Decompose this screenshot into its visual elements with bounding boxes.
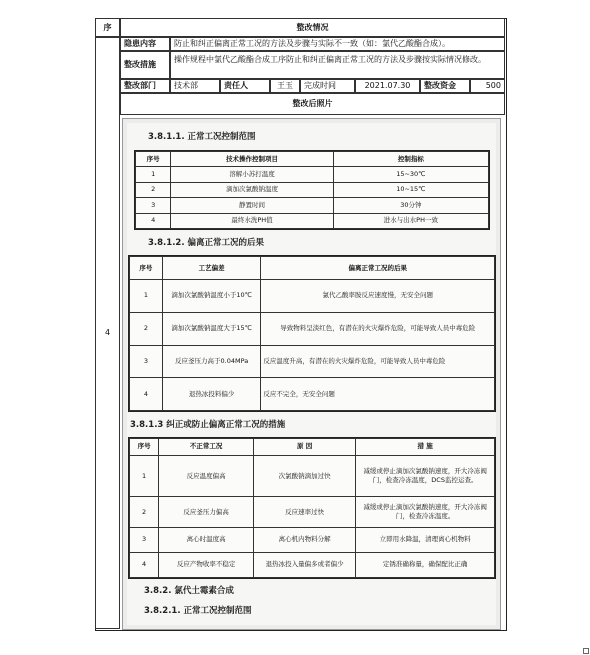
table-cell: 最终水洗PH值 <box>171 213 333 228</box>
table-cell: 10~15℃ <box>333 182 488 197</box>
table-cell: 导致物料呈淡红色，有潜在的火灾爆炸危险，可能导致人员中毒危险 <box>261 312 495 345</box>
table-cell: 反应釜压力高于0.04MPa <box>162 345 261 378</box>
hazard-value: 防止和纠正偏离正常工况的方法及步骤与实际不一致（如：氯代乙酸酯合成）。 <box>170 37 505 51</box>
table-cell: 2 <box>136 182 171 197</box>
table-cell: 反应温度偏高 <box>159 455 254 497</box>
table-row <box>130 455 495 497</box>
col-header: 序号 <box>136 152 171 167</box>
table-cell: 3 <box>130 527 159 552</box>
measures-value: 操作规程中氯代乙酸酯合成工序防止和纠正偏离正常工况的方法及步骤按实际情况修改。 <box>170 51 505 79</box>
table-cell: 反应温度升高，有潜在的火灾爆炸危险，可能导致人员中毒危险 <box>261 345 495 378</box>
table-cell: 离心时温度高 <box>159 527 254 552</box>
table-row <box>130 378 495 411</box>
dept-value: 技术部 <box>170 79 220 93</box>
table-cell: 4 <box>136 213 171 228</box>
table-cell: 1 <box>136 167 171 182</box>
fund-value: 500 <box>470 79 505 93</box>
control-range-table <box>134 150 490 230</box>
col-header: 偏离正常工况的后果 <box>261 257 495 280</box>
section-title-3812: 3.8.1.2. 偏离正常工况的后果 <box>148 238 265 248</box>
table-row <box>130 312 495 345</box>
table-cell: 立即用水降温，清理离心机物料 <box>356 527 495 552</box>
table-cell: 2 <box>130 497 159 528</box>
person-value: 王玉 <box>270 79 300 93</box>
table-cell: 离心机内物料分解 <box>254 527 356 552</box>
table-cell: 次氯酸钠滴加过快 <box>254 455 356 497</box>
col-header: 不正常工况 <box>159 439 254 456</box>
table-cell: 退热冰投料偏少 <box>162 378 261 411</box>
table-cell: 4 <box>130 378 163 411</box>
section-title-3821: 3.8.2.1. 正常工况控制范围 <box>144 606 252 616</box>
table-cell: 4 <box>130 552 159 577</box>
col-header: 控制指标 <box>333 152 488 167</box>
col-header: 序号 <box>130 257 163 280</box>
table-cell: 溶解小苏打温度 <box>171 167 333 182</box>
col-header: 技术操作控制项目 <box>171 152 333 167</box>
table-cell: 进水与出水PH一致 <box>333 213 488 228</box>
table-cell: 30分钟 <box>333 198 488 213</box>
table-cell: 定锈准确称量，确保配比正确 <box>356 552 495 577</box>
table-cell: 静置时间 <box>171 198 333 213</box>
table-cell: 反应不完全，无安全问题 <box>261 378 495 411</box>
table-row <box>130 552 495 577</box>
table-cell: 1 <box>130 280 163 313</box>
table-row <box>136 167 489 182</box>
section-title-382: 3.8.2. 氯代土霉素合成 <box>144 586 234 596</box>
col-header: 工艺偏差 <box>162 257 261 280</box>
table-cell: 氯代乙酸率胺反应速度慢，无安全问题 <box>261 280 495 313</box>
fund-label: 整改资金 <box>420 79 470 93</box>
measures-label: 整改措施 <box>120 51 170 79</box>
table-header-row <box>130 439 495 456</box>
table-header-row <box>136 152 489 167</box>
col-header: 原 因 <box>254 439 356 456</box>
table-cell: 15~30℃ <box>333 167 488 182</box>
col-header: 序号 <box>130 439 159 456</box>
table-cell: 反应釜压力偏高 <box>159 497 254 528</box>
col-header: 措 施 <box>356 439 495 456</box>
table-cell: 3 <box>136 198 171 213</box>
table-row <box>136 213 489 228</box>
table-cell: 3 <box>130 345 163 378</box>
table-cell: 滴加次氯酸钠温度大于15℃ <box>162 312 261 345</box>
deviation-consequence-table <box>128 255 496 412</box>
table-row <box>136 182 489 197</box>
table-row <box>136 198 489 213</box>
table-cell: 反应产物收率不稳定 <box>159 552 254 577</box>
person-label: 责任人 <box>220 79 270 93</box>
table-row <box>130 527 495 552</box>
time-label: 完成时间 <box>300 79 355 93</box>
section-title-3813: 3.8.1.3 纠正或防止偏离正常工况的措施 <box>130 420 286 430</box>
time-value: 2021.07.30 <box>355 79 420 93</box>
correction-measures-table <box>128 437 496 579</box>
table-row <box>130 497 495 528</box>
table-row <box>130 280 495 313</box>
table-cell: 2 <box>130 312 163 345</box>
table-cell: 1 <box>130 455 159 497</box>
table-header-row <box>130 257 495 280</box>
resize-handle[interactable] <box>583 648 589 654</box>
status-header: 整改情况 <box>120 18 505 37</box>
table-cell: 退热冰投入量偏多或者偏少 <box>254 552 356 577</box>
table-cell: 减缓或停止滴加次氯酸钠速度，开大冷冻阀门，检查冷冻温度，DCS监控运查。 <box>356 455 495 497</box>
table-row <box>130 345 495 378</box>
hazard-label: 隐患内容 <box>120 37 170 51</box>
photo-title: 整改后照片 <box>120 93 505 115</box>
dept-label: 整改部门 <box>120 79 170 93</box>
table-cell: 滴加次氯酸钠温度小于10℃ <box>162 280 261 313</box>
table-cell: 滴加次氯酸钠温度 <box>171 182 333 197</box>
seq-header: 序 <box>95 18 120 37</box>
row-number: 4 <box>95 37 120 629</box>
table-cell: 减缓或停止滴加次氯酸钠速度，开大冷冻阀门，检查冷冻温度。 <box>356 497 495 528</box>
table-cell: 反应速率过快 <box>254 497 356 528</box>
section-title-3811: 3.8.1.1. 正常工况控制范围 <box>148 132 256 142</box>
